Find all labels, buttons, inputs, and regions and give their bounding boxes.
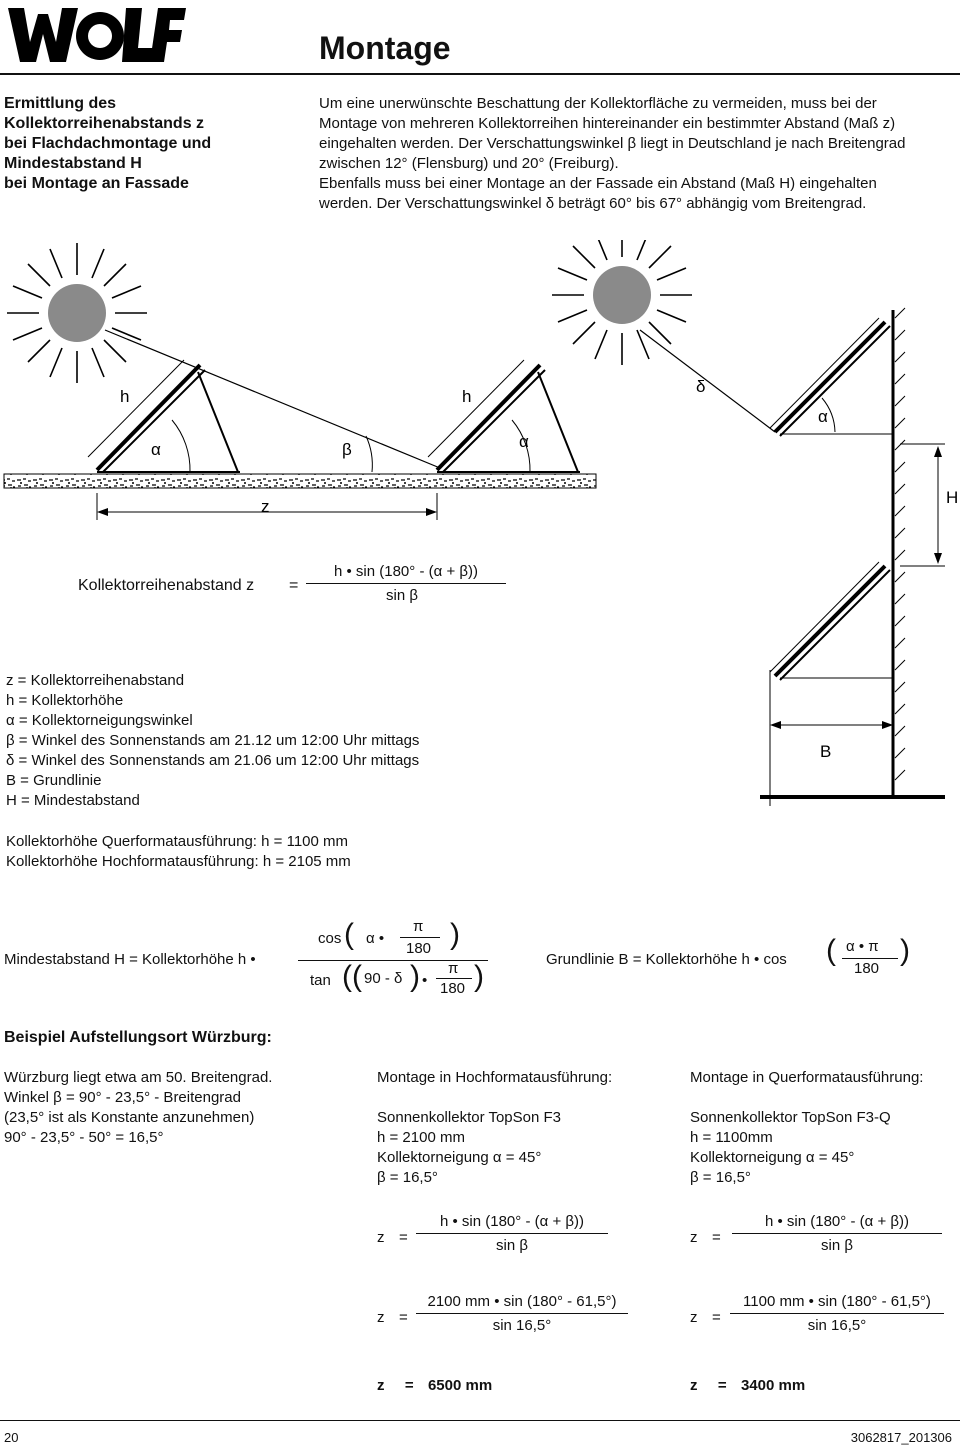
- pi-text: π: [448, 960, 459, 977]
- label-B: B: [820, 742, 832, 761]
- label-delta: δ: [696, 377, 706, 396]
- intro-line: Montage von mehreren Kollektorreihen hintereinander ein bestimmter Abstand (Maß z): [319, 115, 896, 132]
- side-heading-line: Kollektorreihenabstands z: [4, 115, 205, 132]
- ninety-delta-text: 90 - δ: [364, 970, 403, 987]
- col3-f1-num: h • sin (180° - (α + β)): [764, 1213, 909, 1230]
- side-heading: [4, 94, 304, 194]
- col2-eq: =: [399, 1309, 408, 1326]
- formula-B-label: Grundlinie B = Kollektorhöhe h • cos: [546, 951, 787, 968]
- n180-text: 180: [440, 980, 466, 997]
- side-heading-line: Ermittlung des: [4, 95, 117, 112]
- label-h: h: [120, 387, 130, 406]
- col3-line: Sonnenkollektor TopSon F3-Q: [690, 1109, 891, 1126]
- legend-item: β = Winkel des Sonnenstands am 21.12 um 12:00 Uhr mittags: [6, 732, 420, 749]
- col3-line: Kollektorneigung α = 45°: [690, 1149, 855, 1166]
- label-beta: β: [342, 440, 352, 459]
- col3-line: β = 16,5°: [690, 1169, 751, 1186]
- intro-line: Ebenfalls muss bei einer Montage an der Fassade ein Abstand (Maß H) eingehalten: [319, 175, 877, 192]
- pi-text: π: [413, 918, 424, 935]
- formula-H-label: Mindestabstand H = Kollektorhöhe h •: [4, 951, 256, 968]
- label-h: h: [462, 387, 472, 406]
- col3-eq: =: [712, 1229, 721, 1246]
- ground-gravel: [4, 474, 596, 488]
- formula-B-num: α • π: [846, 938, 879, 955]
- formula-B: ( α • π 180 ): [826, 934, 910, 977]
- collector-facade-lower: [770, 562, 893, 680]
- legend-item: B = Grundlinie: [6, 772, 102, 789]
- col3-eq: =: [712, 1309, 721, 1326]
- intro-paragraph: [319, 94, 959, 214]
- collector-heights: [6, 832, 526, 872]
- col2-f1-den: sin β: [496, 1237, 528, 1254]
- col2-formula-2: [416, 1293, 628, 1334]
- n180-text: 180: [406, 940, 432, 957]
- dot-text: •: [422, 972, 428, 989]
- formula-H: cos ( α • π 180 ) tan (( 90 - δ ) • π 180 ): [296, 916, 496, 996]
- sun-icon: [552, 240, 692, 365]
- col3-f2-num: 1100 mm • sin (180° - 61,5°): [743, 1293, 931, 1310]
- label-alpha: α: [818, 407, 828, 426]
- col2-f1-num: h • sin (180° - (α + β)): [439, 1213, 584, 1230]
- legend-item: H = Mindestabstand: [6, 792, 140, 809]
- side-heading-line: bei Montage an Fassade: [4, 175, 189, 192]
- col2-title: Montage in Hochformatausführung:: [377, 1069, 613, 1086]
- col3-formula-2: [730, 1293, 944, 1334]
- example-line: Winkel β = 90° - 23,5° - Breitengrad: [4, 1089, 241, 1106]
- col2-result-value: 6500 mm: [427, 1377, 493, 1394]
- col2-formula-1: [416, 1213, 608, 1254]
- example-col2: [377, 1068, 677, 1188]
- label-alpha: α: [151, 440, 161, 459]
- col2-line: h = 2100 mm: [377, 1129, 465, 1146]
- label-alpha: α: [519, 432, 529, 451]
- cos-text: cos: [318, 930, 342, 947]
- footer-rule: [0, 1420, 960, 1421]
- intro-line: werden. Der Verschattungswinkel δ beträgt 60° bis 67° abhängig vom Breitengrad.: [319, 195, 867, 212]
- formula-z-denominator: sin β: [386, 587, 418, 604]
- intro-line: zwischen 12° (Flensburg) und 20° (Freiburg).: [319, 155, 619, 172]
- height-line: Kollektorhöhe Querformatausführung: h = 1100 mm: [6, 833, 348, 850]
- legend-item: z = Kollektorreihenabstand: [6, 672, 185, 689]
- intro-line: eingehalten werden. Der Verschattungswinkel β liegt in Deutschland je nach Breitengrad: [319, 135, 906, 152]
- collector-facade-upper: [770, 318, 893, 436]
- intro-line: Um eine unerwünschte Beschattung der Kollektorfläche zu vermeiden, muss bei der: [319, 95, 877, 112]
- formula-z-fraction: [306, 563, 506, 604]
- side-heading-line: Mindestabstand H: [4, 155, 142, 172]
- col2-result-z: z: [377, 1377, 385, 1394]
- facade-wall: [760, 308, 945, 797]
- example-line: (23,5° ist als Konstante anzunehmen): [4, 1109, 255, 1126]
- formula-z-numerator: h • sin (180° - (α + β)): [333, 563, 478, 580]
- example-col3: [690, 1068, 960, 1188]
- label-H: H: [946, 488, 959, 507]
- height-line: Kollektorhöhe Hochformatausführung: h = 2105 mm: [6, 853, 351, 870]
- example-line: Würzburg liegt etwa am 50. Breitengrad.: [4, 1069, 273, 1086]
- formula-z-eq: =: [289, 577, 299, 594]
- col3-title: Montage in Querformatausführung:: [690, 1069, 924, 1086]
- alpha-dot-text: α •: [366, 930, 385, 947]
- col3-f1-den: sin β: [821, 1237, 853, 1254]
- col2-result-eq: =: [404, 1377, 414, 1394]
- collector-flat-roof-2: [428, 360, 580, 472]
- col3-z-symbol: z: [690, 1309, 698, 1326]
- label-z: z: [261, 497, 270, 516]
- col3-result-z: z: [690, 1377, 698, 1394]
- col2-result: [377, 1376, 492, 1396]
- tan-text: tan: [310, 972, 331, 989]
- col3-line: h = 1100mm: [690, 1129, 773, 1146]
- col2-z-symbol: z: [377, 1309, 385, 1326]
- col3-result: [690, 1376, 805, 1396]
- document-code: 3062817_201306: [850, 1430, 952, 1445]
- col2-line: Sonnenkollektor TopSon F3: [377, 1109, 562, 1126]
- col2-line: Kollektorneigung α = 45°: [377, 1149, 542, 1166]
- col2-z-symbol: z: [377, 1229, 385, 1246]
- col3-f2-den: sin 16,5°: [807, 1317, 867, 1334]
- header-rule: [0, 73, 960, 75]
- formula-z-label: Kollektorreihenabstand z: [78, 577, 255, 594]
- wolf-logo: [8, 6, 186, 64]
- col2-f2-num: 2100 mm • sin (180° - 61,5°): [427, 1293, 617, 1310]
- col3-result-value: 3400 mm: [740, 1377, 806, 1394]
- example-heading: Beispiel Aufstellungsort Würzburg:: [4, 1029, 272, 1046]
- page-number: 20: [4, 1430, 19, 1445]
- formula-B-den: 180: [854, 960, 880, 977]
- legend-item: α = Kollektorneigungswinkel: [6, 712, 193, 729]
- symbol-legend: [6, 671, 526, 811]
- col3-z-symbol: z: [690, 1229, 698, 1246]
- legend-item: δ = Winkel des Sonnenstands am 21.06 um 12:00 Uhr mittags: [6, 752, 420, 769]
- side-heading-line: bei Flachdachmontage und: [4, 135, 212, 152]
- legend-item: h = Kollektorhöhe: [6, 692, 124, 709]
- col2-line: β = 16,5°: [377, 1169, 438, 1186]
- col3-formula-1: [732, 1213, 942, 1254]
- page-title: Montage: [319, 30, 451, 66]
- sun-icon: [7, 243, 147, 383]
- col2-f2-den: sin 16,5°: [492, 1317, 552, 1334]
- col3-result-eq: =: [717, 1377, 727, 1394]
- example-line: 90° - 23,5° - 50° = 16,5°: [4, 1129, 164, 1146]
- example-col1: [4, 1068, 344, 1148]
- col2-eq: =: [399, 1229, 408, 1246]
